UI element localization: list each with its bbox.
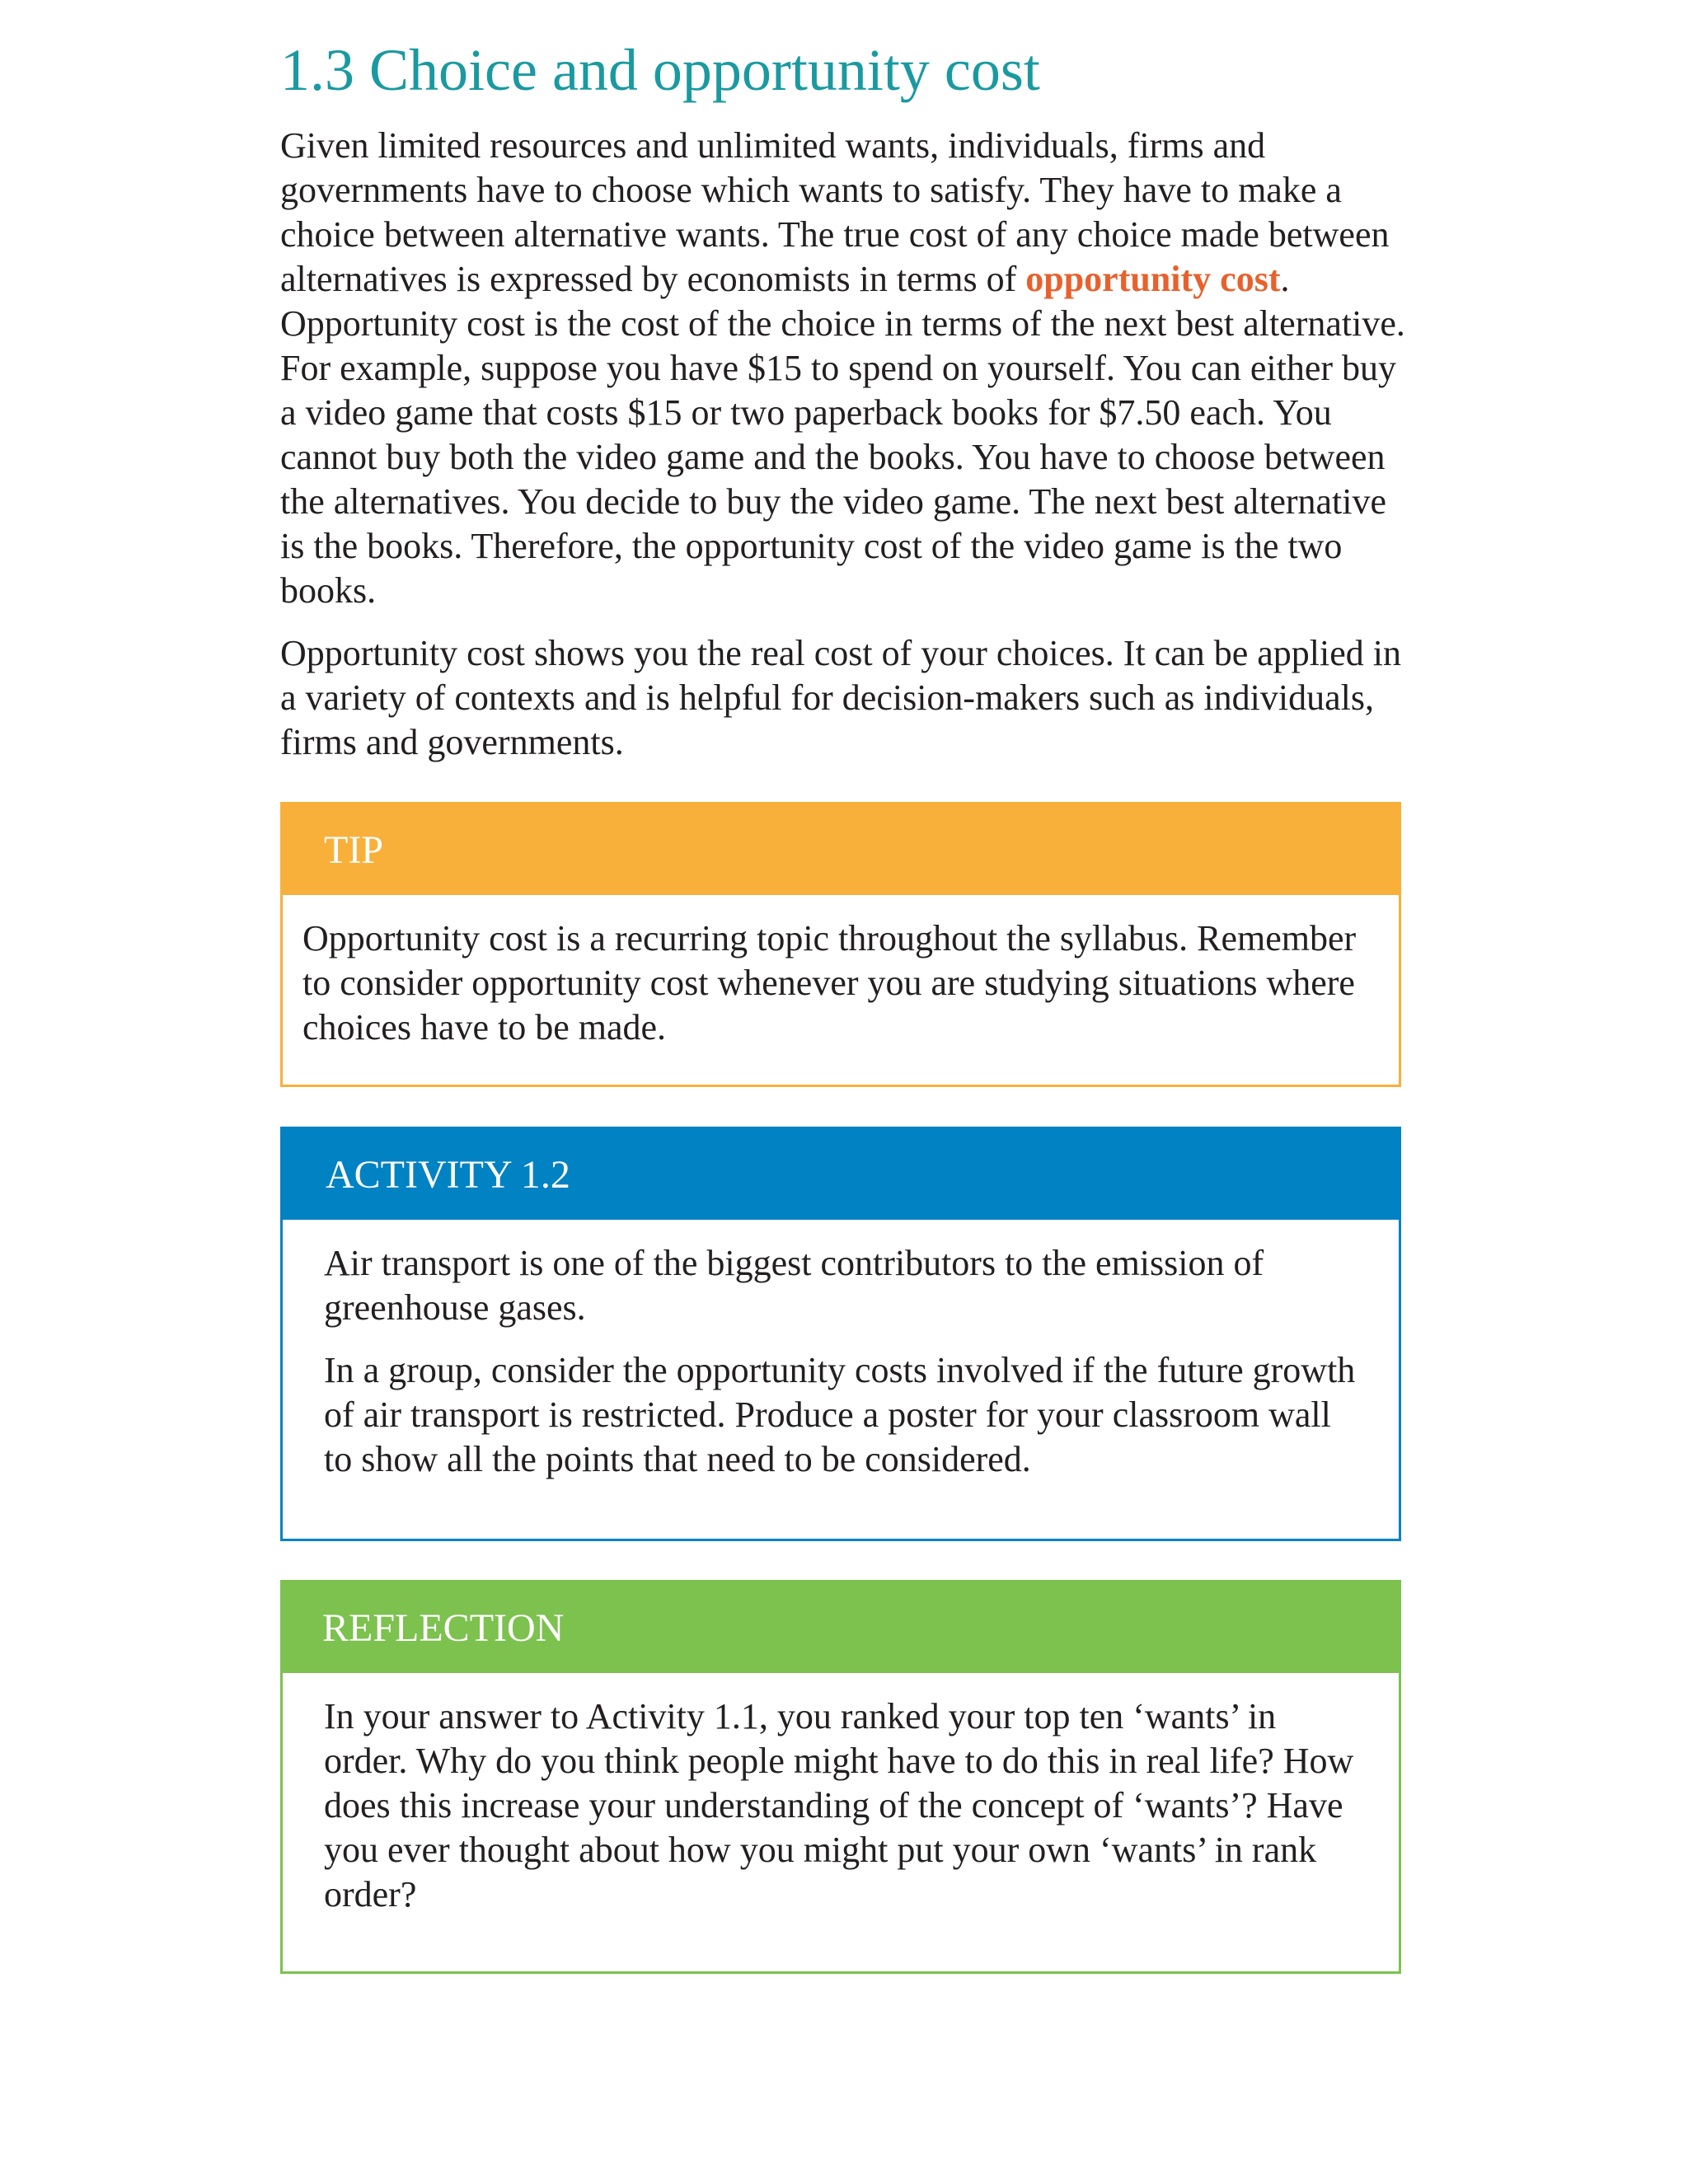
reflection-body [283, 1673, 1399, 1917]
intro-text-end: . Opportunity cost is the cost of the choice in terms of the next best alternative. For example, suppose you have $15 to spend on yourself. You can either buy a video game that costs $15 or two paperback books for $7.50 each. You cannot buy both the video game and the books. You have to choose between the alternatives. You decide to buy the video game. The next best alternative is the books. Therefore, the opportunity cost of the video game is the two books. [280, 259, 1405, 611]
tip-text: Opportunity cost is a recurring topic throughout the syllabus. Remember to consider opportunity cost whenever you are studying situations where choices have to be made. [302, 918, 1357, 1047]
activity-box [280, 1127, 1401, 1541]
intro-paragraph [280, 124, 1409, 613]
activity-header: ACTIVITY 1.2 [283, 1129, 1399, 1220]
tip-header: TIP [283, 804, 1399, 895]
intro-text-start: Given limited resources and unlimited wants, individuals, firms and governments have to choose which wants to satisfy. They have to make a choice between alternative wants. The true cost of any choice made between alternatives is expressed by economists in terms of [280, 125, 1390, 299]
reflection-text: In your answer to Activity 1.1, you ranked your top ten ‘wants’ in order. Why do you think people might have to do this in real life? How does this increase your understanding of the concept of ‘wants’? Have you ever thought about how you might put your own ‘wants’ in rank order? [324, 1696, 1354, 1915]
activity-text-1: Air transport is one of the biggest contributors to the emission of greenhouse gases. [324, 1243, 1264, 1328]
page-content [280, 33, 1409, 783]
section-title: 1.3 Choice and opportunity cost [280, 37, 1040, 103]
reflection-header: REFLECTION [283, 1582, 1399, 1673]
activity-text-2: In a group, consider the opportunity costs involved if the future growth of air transport is restricted. Produce a poster for your classroom wall to show all the points that need to be considered. [324, 1350, 1356, 1479]
activity-body [283, 1220, 1399, 1482]
reflection-box [280, 1580, 1401, 1974]
keyword-opportunity-cost: opportunity cost [1025, 259, 1281, 299]
tip-box [280, 802, 1401, 1087]
tip-body [283, 895, 1399, 1050]
second-paragraph: Opportunity cost shows you the real cost of your choices. It can be applied in a variety of contexts and is helpful for decision-makers such as individuals, firms and governments. [280, 633, 1402, 762]
